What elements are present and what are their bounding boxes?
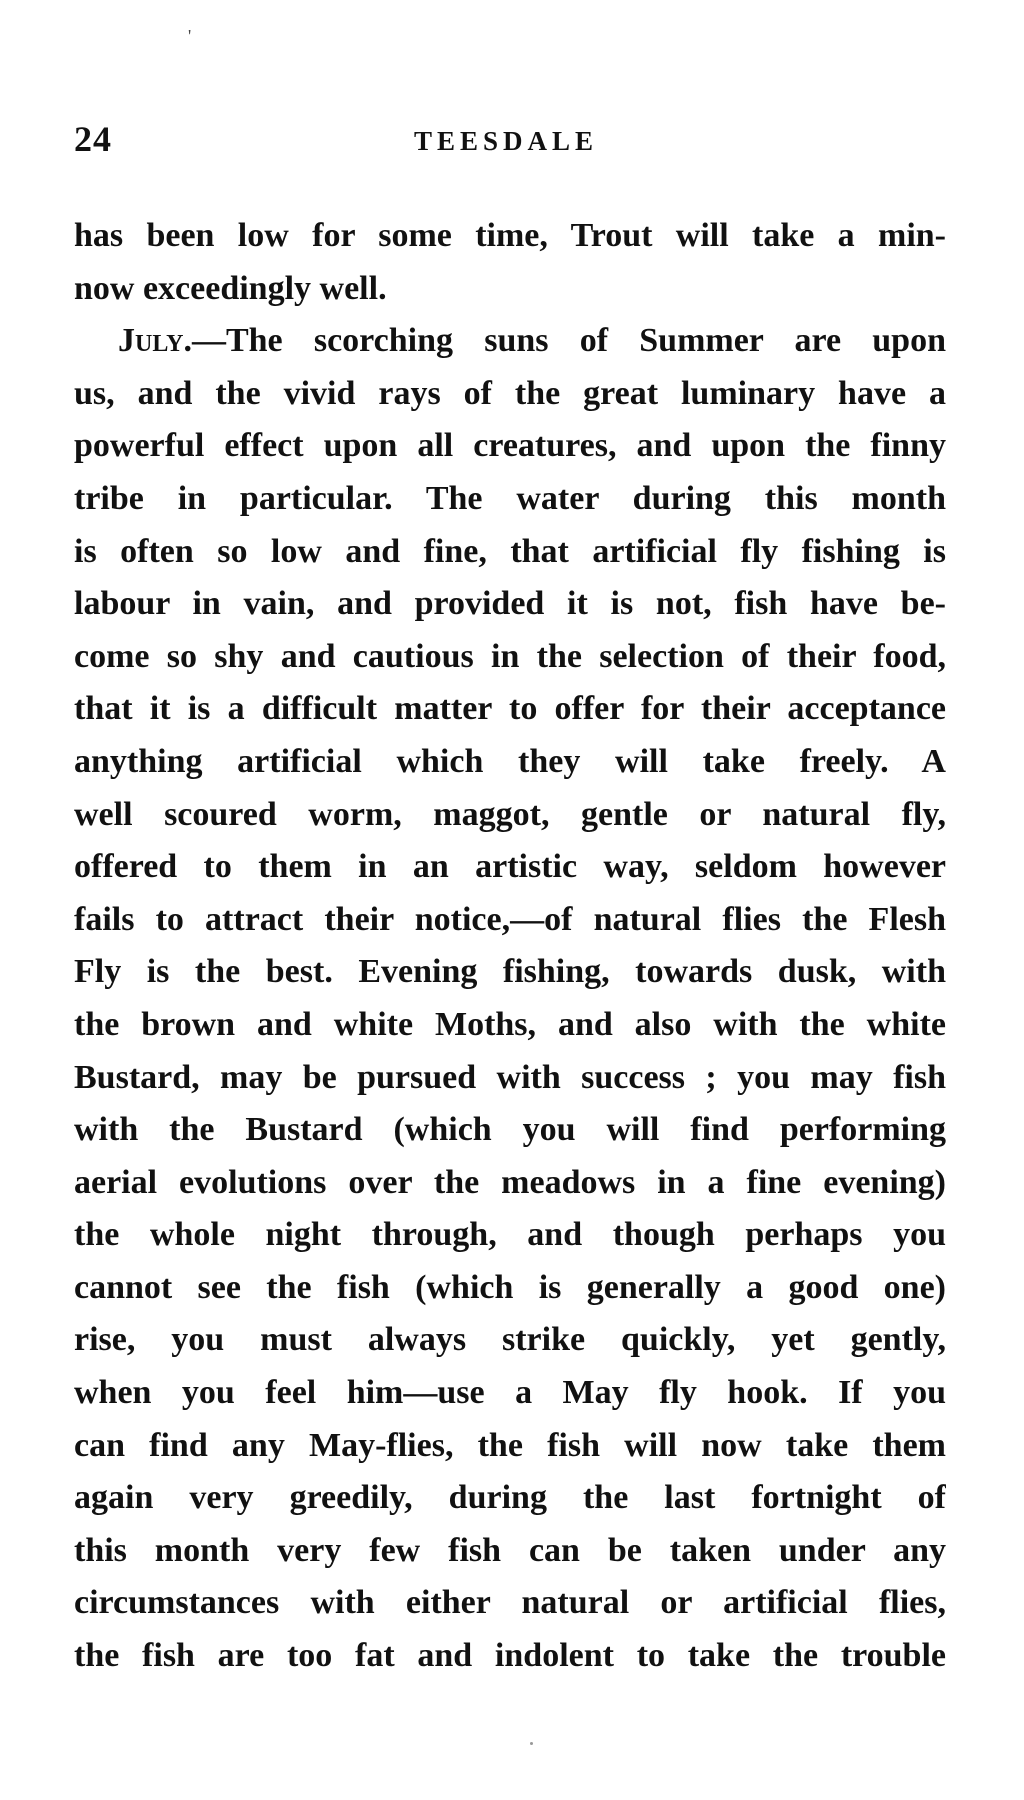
text-line: Fly is the best. Evening fishing, towards dusk, with: [74, 953, 946, 991]
text-line: rise, you must always strike quickly, yet gently,: [74, 1321, 946, 1359]
text-line: cannot see the fish (which is generally a good one): [74, 1268, 946, 1306]
text-line: is often so low and fine, that artificial fly fishing is: [74, 532, 946, 570]
text-line: has been low for some time, Trout will take a min-: [74, 217, 946, 254]
text-line: well scoured worm, maggot, gentle or natural fly,: [74, 795, 946, 833]
page-header: [74, 118, 954, 162]
text-line: with the Bustard (which you will find performing: [74, 1111, 946, 1149]
text-line: that it is a difficult matter to offer for their acceptance: [74, 690, 946, 728]
text-line: the whole night through, and though perhaps you: [74, 1216, 946, 1254]
text-line: us, and the vivid rays of the great luminary have a: [74, 374, 946, 412]
stray-ink-mark: ': [188, 26, 192, 46]
text-line: circumstances with either natural or artificial flies,: [74, 1584, 946, 1622]
text-line: labour in vain, and provided it is not, fish have be-: [74, 585, 946, 623]
text-line: this month very few fish can be taken under any: [74, 1531, 946, 1569]
text-line: Bustard, may be pursued with success ; you may fish: [74, 1058, 946, 1096]
text-line: powerful effect upon all creatures, and upon the finny: [74, 427, 946, 465]
text-line: come so shy and cautious in the selection of their food,: [74, 637, 946, 675]
text-line: when you feel him—use a May fly hook. If you: [74, 1374, 946, 1412]
section-lead-july: July.: [118, 322, 192, 360]
body-text: [74, 210, 946, 1683]
text-line: again very greedily, during the last fortnight of: [74, 1479, 946, 1517]
text-line: offered to them in an artistic way, seldom however: [74, 848, 946, 886]
text-line-rest: —The scorching suns of Summer are upon: [191, 322, 946, 360]
text-line: now exceedingly well.: [74, 269, 387, 307]
text-line: aerial evolutions over the meadows in a fine evening): [74, 1163, 946, 1201]
running-title: TEESDALE: [414, 126, 599, 156]
text-line: the fish are too fat and indolent to take the trouble: [74, 1637, 946, 1675]
text-line-lead: [74, 315, 946, 368]
text-line: anything artificial which they will take freely. A: [74, 742, 946, 780]
text-line: can find any May-flies, the fish will now take them: [74, 1426, 946, 1464]
text-line: tribe in particular. The water during this month: [74, 479, 946, 517]
text-line: fails to attract their notice,—of natural flies the Flesh: [74, 900, 946, 938]
paper-speck: [530, 1742, 533, 1745]
text-line: the brown and white Moths, and also with the white: [74, 1005, 946, 1043]
page-number: 24: [74, 119, 112, 159]
